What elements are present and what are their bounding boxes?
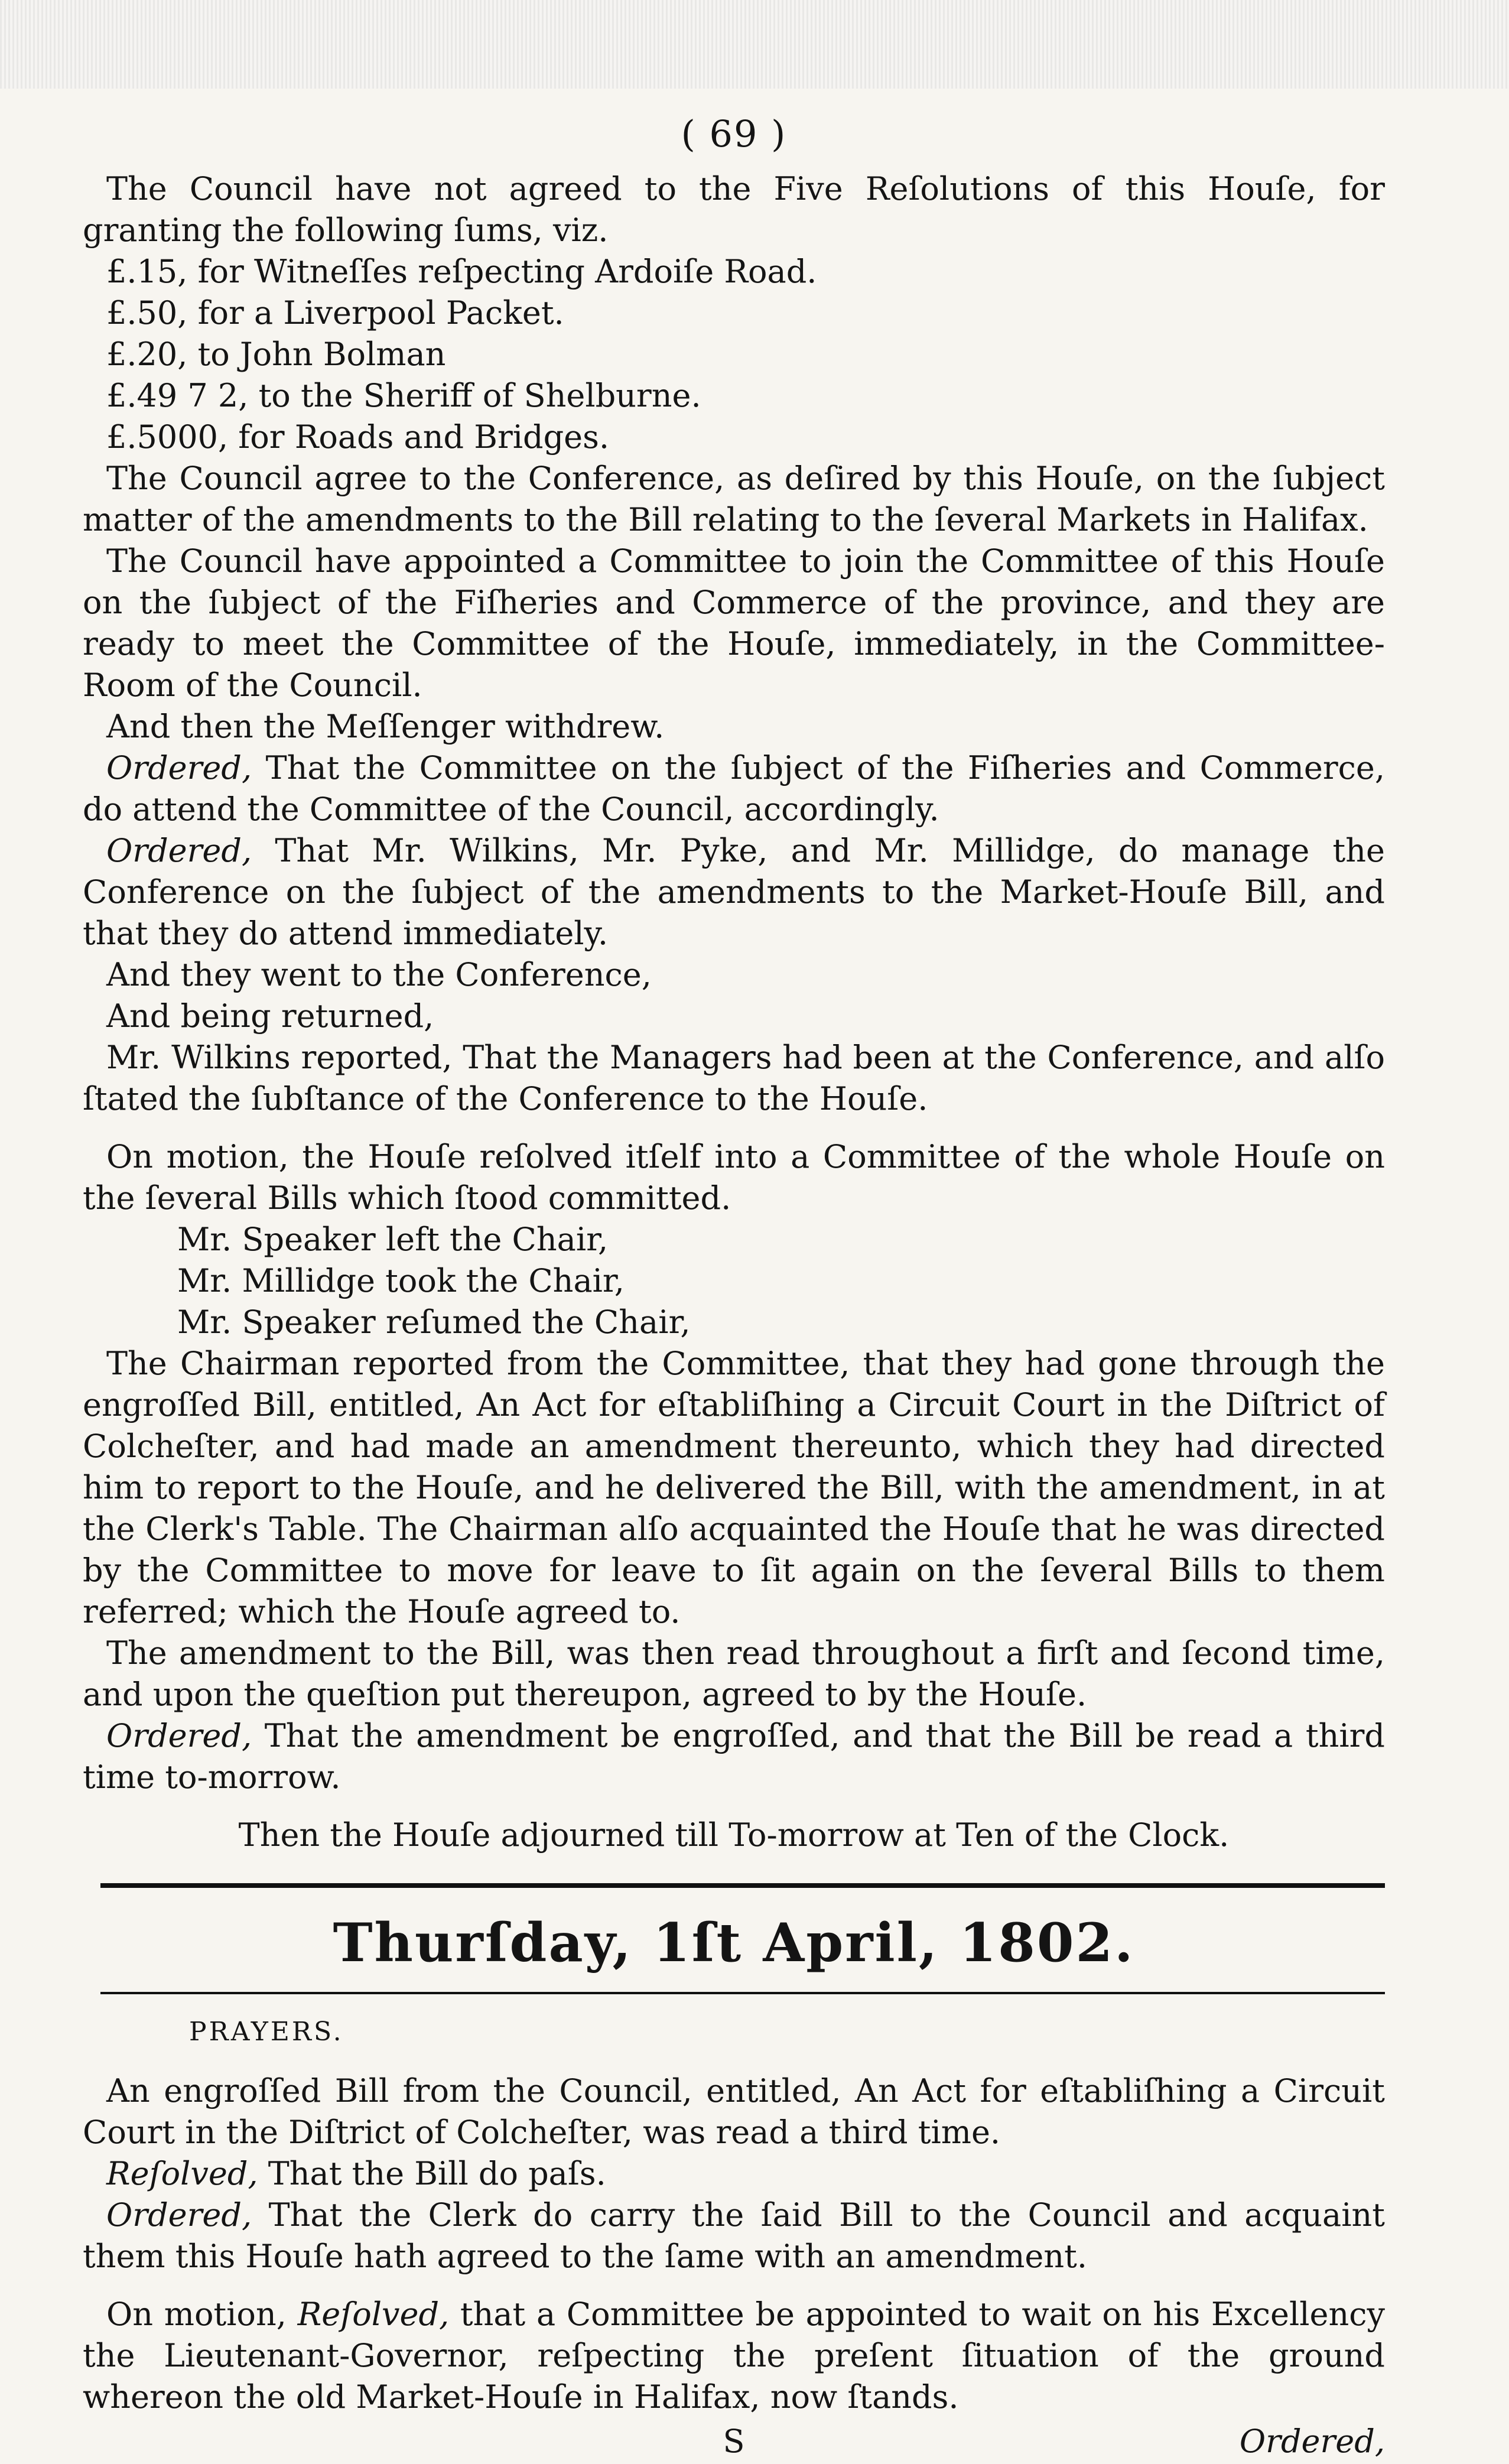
ordered-text: That the Committee on the ſubject of the Fiſheries and Commerce, do attend the Committee of the Council, accordingly. bbox=[83, 749, 1385, 828]
ordered-text: That the amendment be engroſſed, and that the Bill be read a third time to-morrow. bbox=[83, 1717, 1385, 1796]
text-line: £.49 7 2, to the Sheriff of Shelburne. bbox=[106, 377, 701, 414]
resolved-label: Reſolved, bbox=[297, 2296, 450, 2333]
text-line: And they went to the Conference, bbox=[106, 956, 652, 993]
ordered-paragraph bbox=[83, 1715, 1385, 1798]
text-line: And then the Meſſenger withdrew. bbox=[106, 708, 665, 745]
prayers-heading: PRAYERS. bbox=[189, 2017, 344, 2047]
text-line: And being returned, bbox=[106, 997, 434, 1035]
text-line: The Chairman reported from the Committee, that they had gone through the engroſſed Bill, entitled, An Act for eſtabliſhing a Circuit Court in the Diſtrict of Colcheſter, and had made an amendment thereunto, which they had directed him to report to the Houſe, and he delivered the Bill, with the amendment, in at the Clerk's Table. The Chairman alſo acquainted the Houſe that he was directed by the Committee to move for leave to ſit again on the ſeveral Bills to them referred; which the Houſe agreed to. bbox=[83, 1345, 1385, 1630]
resolved-text: That the Bill do paſs. bbox=[258, 2155, 606, 2192]
date-heading: Thurſday, 1ſt April, 1802. bbox=[333, 1912, 1135, 1974]
bill-reading-block bbox=[83, 2070, 1385, 2153]
ordered-label: Ordered, bbox=[106, 749, 252, 786]
text-line: £.20, to John Bolman bbox=[106, 336, 446, 373]
adjournment-line: Then the Houſe adjourned till To-morrow at Ten of the Clock. bbox=[238, 1816, 1230, 1854]
ordered-paragraph bbox=[83, 2195, 1385, 2277]
motion-text: that a Committee be appointed to wait on his Excellency the Lieutenant-Governor, reſpecting the preſent ſituation of the ground whereon the old Market-Houſe in Halifax, now ſtands. bbox=[83, 2296, 1385, 2416]
ordered-label: Ordered, bbox=[106, 832, 252, 869]
committee-block bbox=[83, 1136, 1385, 1715]
section-rule-thick bbox=[100, 1883, 1385, 1888]
text-line: The amendment to the Bill, was then read throughout a firſt and ſecond time, and upon the queſtion put thereupon, agreed to by the Houſe. bbox=[83, 1634, 1385, 1713]
text-line: £.5000, for Roads and Bridges. bbox=[106, 418, 610, 456]
text-line: The Council agree to the Conference, as deſired by this Houſe, on the ſubject matter of the amendments to the Bill relating to the ſeveral Markets in Halifax. bbox=[83, 460, 1385, 538]
ordered-text: That the Clerk do carry the ſaid Bill to the Council and acquaint them this Houſe hath agreed to the ſame with an amendment. bbox=[83, 2196, 1385, 2275]
text-line: Mr. Speaker reſumed the Chair, bbox=[177, 1303, 691, 1341]
ordered-label: Ordered, bbox=[106, 1717, 252, 1754]
text-line: Mr. Wilkins reported, That the Managers had been at the Conference, and alſo ſtated the ſubſtance of the Conference to the Houſe. bbox=[83, 1039, 1385, 1117]
text-line: Mr. Speaker left the Chair, bbox=[177, 1221, 609, 1258]
text-line: The Council have appointed a Committee to join the Committee of this Houſe on the ſubject of the Fiſheries and Commerce of the province, and they are ready to meet the Committee of the Houſe, immediately, in the Committee-Room of the Council. bbox=[83, 542, 1385, 704]
text-line: On motion, the Houſe reſolved itſelf into a Committee of the whole Houſe on the ſeveral Bills which ſtood committed. bbox=[83, 1138, 1385, 1217]
conference-block bbox=[83, 954, 1385, 1120]
section-rule-thin bbox=[100, 1992, 1385, 1994]
page-footer bbox=[83, 2423, 1385, 2464]
text-line: The Council have not agreed to the Five Reſolutions of this Houſe, for granting the following ſums, viz. bbox=[83, 170, 1385, 249]
text-line: £.50, for a Liverpool Packet. bbox=[106, 294, 564, 331]
text-line: An engroſſed Bill from the Council, entitled, An Act for eſtabliſhing a Circuit Court in the Diſtrict of Colcheſter, was read a third time. bbox=[83, 2072, 1385, 2151]
ordered-paragraph bbox=[83, 747, 1385, 830]
text-line: Mr. Millidge took the Chair, bbox=[177, 1262, 625, 1299]
ordered-paragraph bbox=[83, 830, 1385, 954]
resolved-label: Reſolved, bbox=[106, 2155, 258, 2192]
resolved-paragraph bbox=[83, 2153, 1385, 2195]
council-message-block bbox=[83, 168, 1385, 747]
text-line: £.15, for Witneſſes reſpecting Ardoiſe Road. bbox=[106, 253, 817, 290]
ordered-label: Ordered, bbox=[106, 2196, 252, 2234]
page-number: ( 69 ) bbox=[681, 112, 787, 155]
signature-mark: S bbox=[723, 2423, 745, 2460]
motion-prefix: On motion, bbox=[106, 2296, 298, 2333]
ordered-text: That Mr. Wilkins, Mr. Pyke, and Mr. Millidge, do manage the Conference on the ſubject of the amendments to the Market-Houſe Bill, and that they do attend immediately. bbox=[83, 832, 1385, 952]
motion-paragraph bbox=[83, 2294, 1385, 2418]
catchword: Ordered, bbox=[1239, 2423, 1385, 2460]
